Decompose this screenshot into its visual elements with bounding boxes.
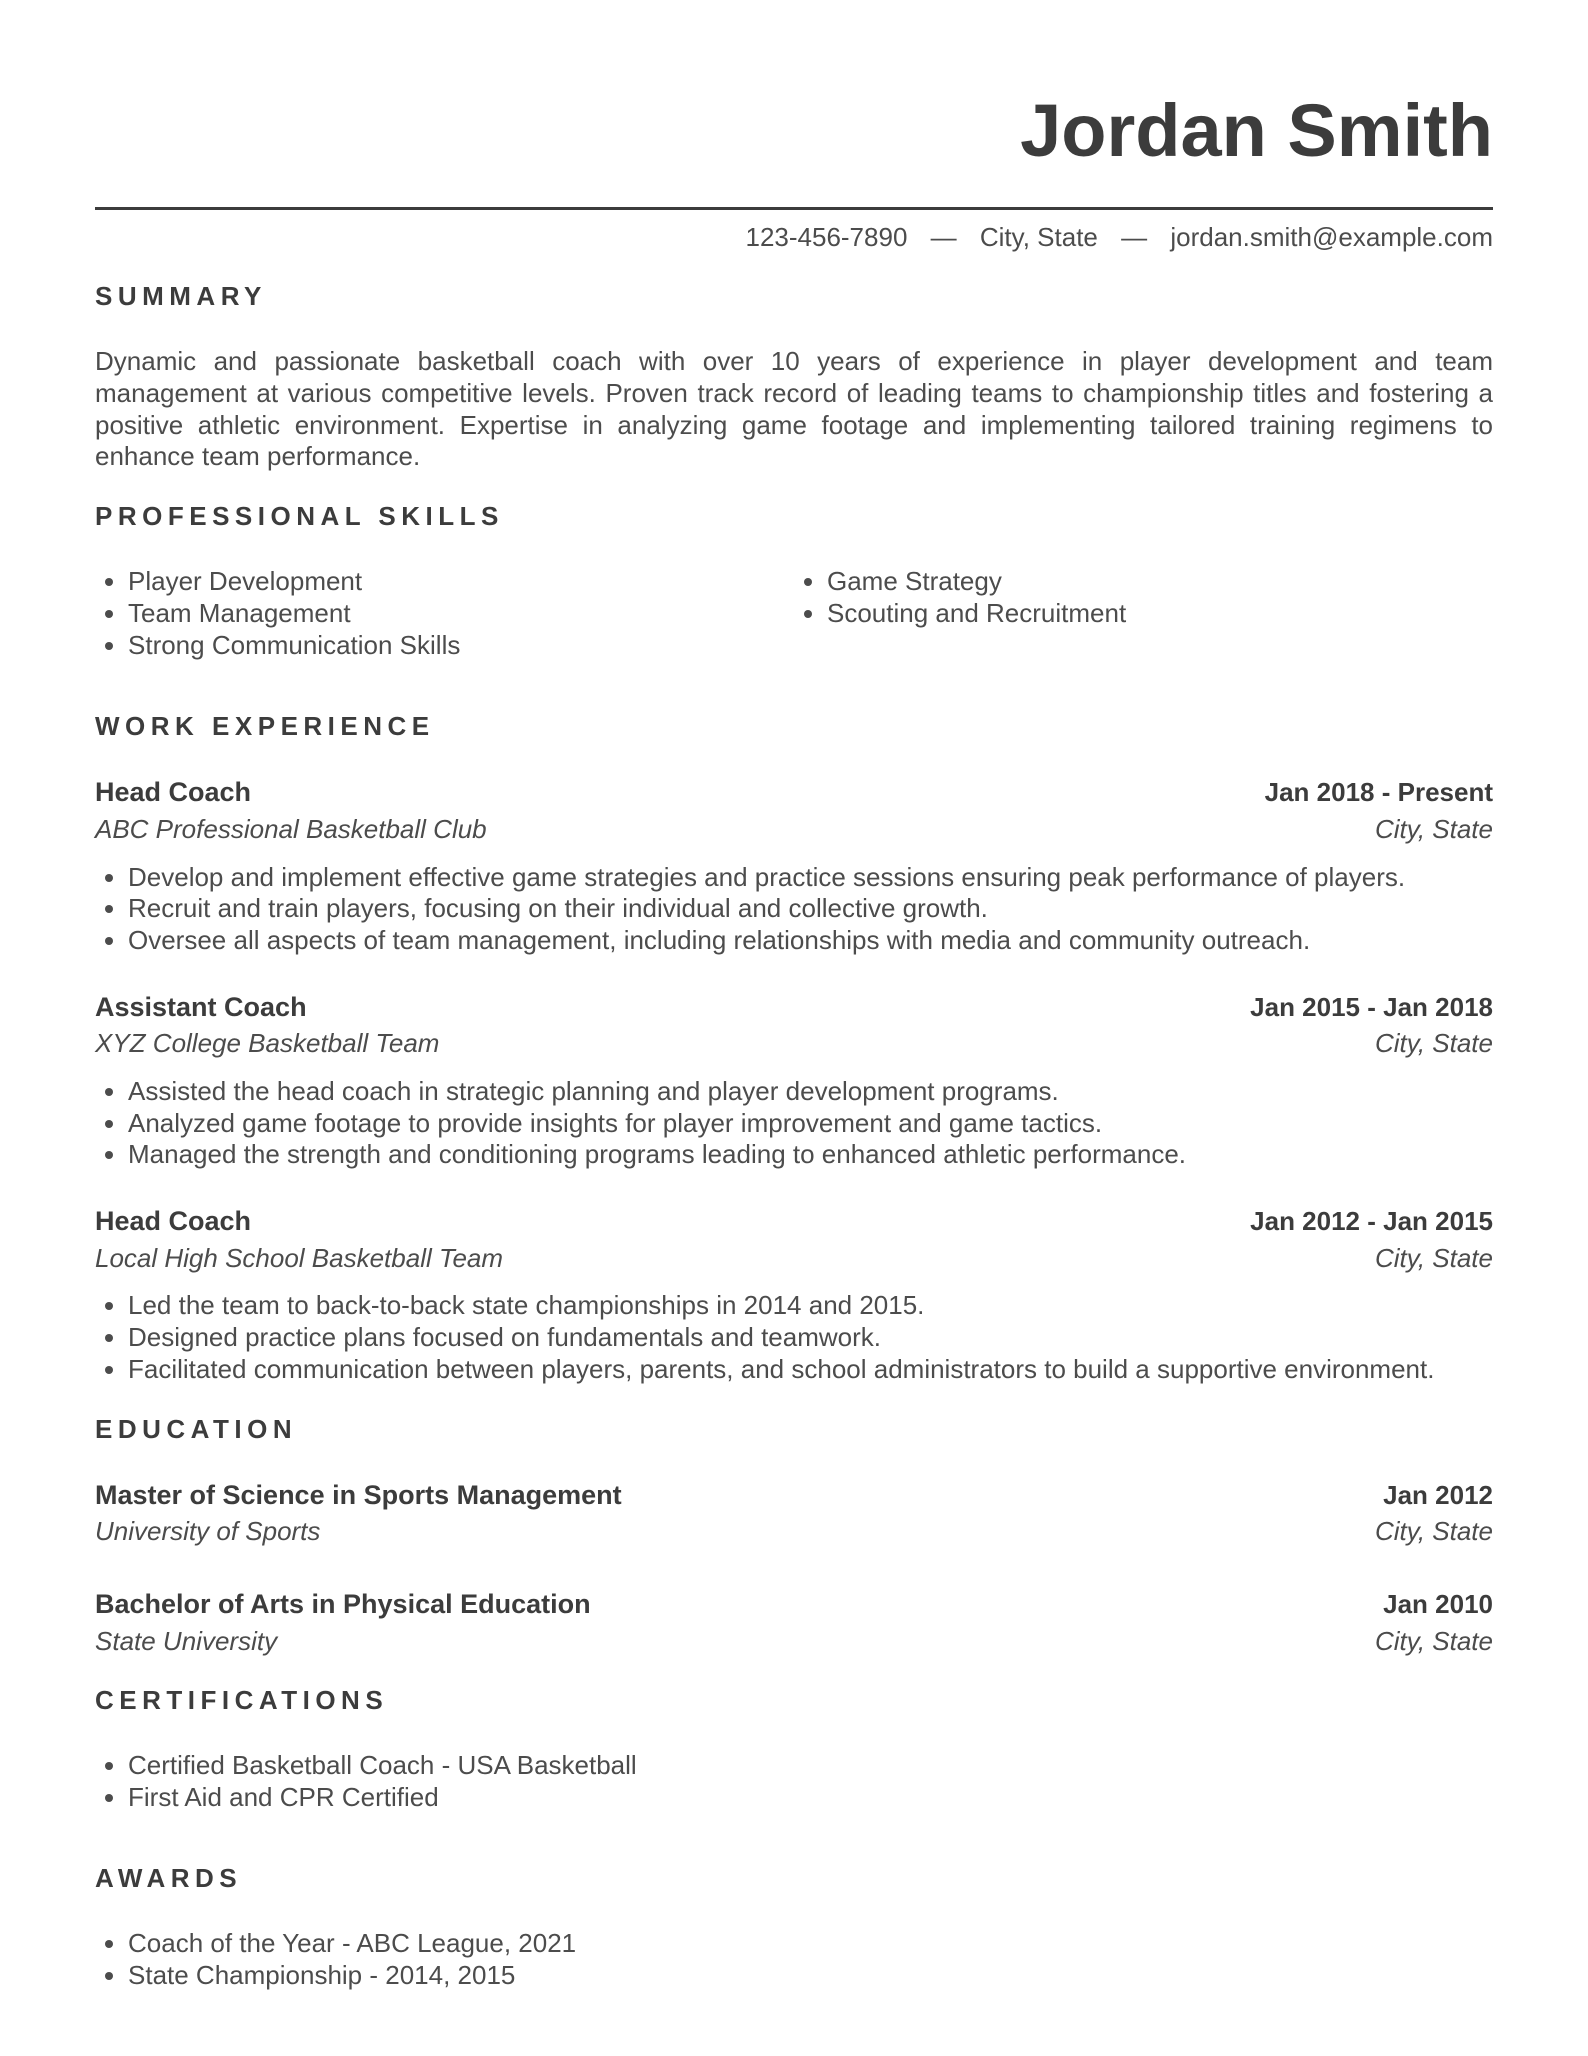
job-bullet: • Managed the strength and conditioning programs leading to enhanced athletic performance. [128, 1139, 1493, 1171]
job-dates: Jan 2018 - Present [1264, 777, 1493, 808]
degree-date: Jan 2010 [1383, 1588, 1493, 1619]
degree-location: City, State [1374, 1516, 1493, 1547]
job-location: City, State [1374, 1028, 1493, 1059]
job-bullet: • Recruit and train players, focusing on their individual and collective growth. [128, 893, 1493, 925]
awards-list [95, 1928, 1493, 1991]
degree-school: State University [95, 1625, 278, 1656]
degree-location: City, State [1374, 1625, 1493, 1656]
awards-heading: AWARDS [95, 1863, 243, 1894]
contact-phone: 123-456-7890 [745, 222, 908, 253]
experience-heading: WORK EXPERIENCE [95, 711, 435, 742]
award-item: • State Championship - 2014, 2015 [128, 1960, 1493, 1992]
contact-email: jordan.smith@example.com [1170, 222, 1493, 253]
contact-separator: — [1121, 222, 1148, 253]
header-divider [95, 207, 1493, 210]
resume-header [95, 88, 1493, 253]
certifications-heading: CERTIFICATIONS [95, 1685, 389, 1716]
job-bullet: • Facilitated communication between players, parents, and school administrators to build a supportive environment. [128, 1354, 1493, 1386]
section-skills [95, 501, 1493, 661]
section-summary [95, 281, 1493, 473]
job-entry [95, 776, 1493, 956]
job-company: Local High School Basketball Team [95, 1242, 504, 1273]
contact-line [95, 222, 1493, 253]
section-education [95, 1414, 1493, 1658]
contact-location: City, State [979, 222, 1098, 253]
certification-item: • First Aid and CPR Certified [128, 1782, 1493, 1814]
award-item: • Coach of the Year - ABC League, 2021 [128, 1928, 1493, 1960]
job-bullet-list [95, 862, 1493, 957]
job-bullet: • Assisted the head coach in strategic planning and player development programs. [128, 1076, 1493, 1108]
job-bullet: • Designed practice plans focused on fundamentals and teamwork. [128, 1322, 1493, 1354]
job-location: City, State [1374, 814, 1493, 845]
job-bullet: • Analyzed game footage to provide insights for player improvement and game tactics. [128, 1108, 1493, 1140]
education-heading: EDUCATION [95, 1413, 298, 1444]
job-bullet-list [95, 1290, 1493, 1385]
degree-date: Jan 2012 [1383, 1479, 1493, 1510]
section-experience [95, 711, 1493, 1385]
skill-item: • Player Development [128, 566, 794, 598]
skill-item: • Game Strategy [827, 566, 1493, 598]
skill-item: • Scouting and Recruitment [827, 598, 1493, 630]
skills-columns [95, 566, 1493, 661]
job-bullet: • Led the team to back-to-back state championships in 2014 and 2015. [128, 1290, 1493, 1322]
job-company: ABC Professional Basketball Club [95, 814, 487, 845]
section-awards [95, 1863, 1493, 1991]
skill-item: • Team Management [128, 598, 794, 630]
certification-item: • Certified Basketball Coach - USA Basketball [128, 1750, 1493, 1782]
job-dates: Jan 2012 - Jan 2015 [1250, 1206, 1493, 1237]
job-entry [95, 991, 1493, 1171]
job-location: City, State [1374, 1242, 1493, 1273]
job-dates: Jan 2015 - Jan 2018 [1250, 991, 1493, 1022]
job-bullet-list [95, 1076, 1493, 1171]
job-title: Head Coach [95, 1206, 252, 1237]
summary-text: Dynamic and passionate basketball coach with over 10 years of experience in player development and team management at various competitive levels. Proven track record of leading teams to championship titles and fostering a positive athletic environment. Expertise in analyzing game footage and implementing tailored training regimens to enhance team performance. [95, 346, 1493, 472]
certifications-list [95, 1750, 1493, 1813]
job-entry [95, 1205, 1493, 1385]
degree-entry [95, 1479, 1493, 1548]
job-company: XYZ College Basketball Team [95, 1028, 440, 1059]
person-name: Jordan Smith [1020, 89, 1493, 172]
skills-column-right [794, 566, 1493, 661]
degree-school: University of Sports [95, 1516, 321, 1547]
degree-entry [95, 1588, 1493, 1657]
degree-title: Bachelor of Arts in Physical Education [95, 1588, 591, 1619]
skill-item: • Strong Communication Skills [128, 630, 794, 662]
job-bullet: • Oversee all aspects of team management, including relationships with media and community outreach. [128, 925, 1493, 957]
job-bullet: • Develop and implement effective game strategies and practice sessions ensuring peak performance of players. [128, 862, 1493, 894]
job-title: Assistant Coach [95, 991, 307, 1022]
job-title: Head Coach [95, 777, 252, 808]
skills-column-left [95, 566, 794, 661]
degree-title: Master of Science in Sports Management [95, 1479, 622, 1510]
section-certifications [95, 1685, 1493, 1813]
skills-heading: PROFESSIONAL SKILLS [95, 501, 504, 532]
summary-heading: SUMMARY [95, 281, 267, 312]
contact-separator: — [930, 222, 957, 253]
